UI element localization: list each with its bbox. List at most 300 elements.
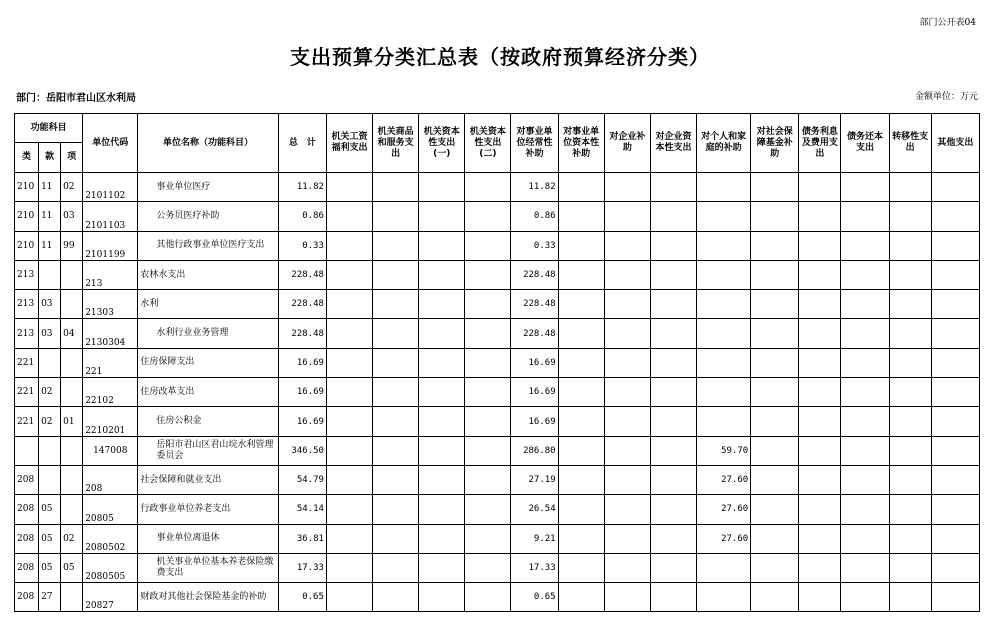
cell-total: 16.69 (278, 348, 326, 377)
cell-unit-name (138, 231, 278, 260)
cell-kuan: 05 (39, 495, 61, 524)
cell-lei: 208 (15, 495, 39, 524)
cell-amount: 228.48 (511, 290, 558, 319)
cell-amount (751, 553, 799, 582)
cell-amount (751, 378, 799, 407)
cell-unit-name: 农林水支出 (138, 260, 278, 289)
cell-amount (799, 407, 841, 436)
cell-amount (697, 553, 751, 582)
cell-lei: 213 (15, 319, 39, 348)
cell-unit-code: 2080505 (83, 553, 138, 582)
cell-amount (373, 465, 419, 494)
page-title: 支出预算分类汇总表（按政府预算经济分类） (290, 45, 710, 69)
cell-amount (889, 583, 931, 612)
cell-unit-code: 147008 (83, 436, 138, 465)
cell-total: 228.48 (278, 260, 326, 289)
table-row (15, 260, 980, 289)
cell-kuan (39, 260, 61, 289)
cell-unit-code: 2101199 (83, 231, 138, 260)
cell-unit-name-text: 岳阳市君山区君山垸水利管理委员会 (156, 439, 274, 461)
cell-amount: 9.21 (511, 524, 558, 553)
cell-amount (799, 495, 841, 524)
cell-kuan: 03 (39, 290, 61, 319)
cell-unit-name-text: 事业单位离退休 (156, 533, 220, 544)
table-row (15, 524, 980, 553)
cell-lei (15, 436, 39, 465)
cell-kuan: 02 (39, 378, 61, 407)
cell-amount (558, 202, 604, 231)
cell-amount (419, 202, 465, 231)
cell-amount (604, 378, 650, 407)
cell-kuan: 05 (39, 553, 61, 582)
cell-amount: 27.60 (697, 524, 751, 553)
header-col: 对事业单位资本性补助 (558, 114, 604, 173)
cell-amount (799, 173, 841, 202)
table-row (15, 553, 980, 582)
cell-amount (841, 495, 889, 524)
cell-amount (697, 231, 751, 260)
cell-xiang: 99 (61, 231, 83, 260)
cell-lei: 208 (15, 583, 39, 612)
cell-lei: 210 (15, 231, 39, 260)
cell-amount (841, 173, 889, 202)
cell-amount (465, 495, 511, 524)
cell-amount (751, 524, 799, 553)
cell-amount (465, 378, 511, 407)
cell-amount (931, 524, 979, 553)
header-func-group: 功能科目 (15, 114, 83, 143)
table-row (15, 202, 980, 231)
cell-amount (841, 290, 889, 319)
header-col: 转移性支出 (889, 114, 931, 173)
cell-unit-name: 社会保障和就业支出 (138, 465, 278, 494)
cell-amount (931, 290, 979, 319)
cell-amount (419, 290, 465, 319)
cell-amount (841, 319, 889, 348)
cell-amount (751, 583, 799, 612)
cell-unit-name (138, 553, 278, 582)
cell-amount (465, 202, 511, 231)
cell-amount (751, 465, 799, 494)
department-label: 部门：岳阳市君山区水利局 (16, 93, 136, 104)
cell-amount (604, 407, 650, 436)
cell-amount: 16.69 (511, 378, 558, 407)
cell-amount (931, 583, 979, 612)
cell-xiang (61, 260, 83, 289)
cell-total: 54.14 (278, 495, 326, 524)
cell-total: 54.79 (278, 465, 326, 494)
cell-amount: 17.33 (511, 553, 558, 582)
cell-amount (889, 260, 931, 289)
cell-amount: 27.60 (697, 495, 751, 524)
cell-amount (650, 407, 696, 436)
cell-amount (841, 436, 889, 465)
cell-amount (326, 290, 372, 319)
cell-amount (373, 348, 419, 377)
cell-amount (841, 202, 889, 231)
cell-unit-name-text: 水利行业业务管理 (156, 328, 229, 339)
cell-kuan: 03 (39, 319, 61, 348)
header-col: 机关工资福利支出 (326, 114, 372, 173)
table-row (15, 173, 980, 202)
budget-table (14, 113, 980, 612)
cell-amount: 0.33 (511, 231, 558, 260)
cell-amount (650, 260, 696, 289)
cell-amount (751, 231, 799, 260)
cell-amount (373, 319, 419, 348)
cell-xiang (61, 378, 83, 407)
cell-amount (604, 436, 650, 465)
cell-amount (558, 465, 604, 494)
cell-amount (419, 378, 465, 407)
cell-unit-name-text: 机关事业单位基本养老保险缴费支出 (156, 557, 274, 578)
cell-amount (558, 495, 604, 524)
cell-amount (889, 495, 931, 524)
cell-lei: 210 (15, 202, 39, 231)
cell-unit-code: 2101103 (83, 202, 138, 231)
cell-unit-name-text: 公务员医疗补助 (156, 210, 220, 221)
cell-lei: 221 (15, 407, 39, 436)
cell-amount (465, 553, 511, 582)
cell-amount (931, 407, 979, 436)
cell-unit-name: 行政事业单位养老支出 (138, 495, 278, 524)
cell-amount (326, 524, 372, 553)
header-col: 机关商品和服务支出 (373, 114, 419, 173)
cell-amount (751, 260, 799, 289)
cell-amount (799, 378, 841, 407)
cell-amount (558, 524, 604, 553)
cell-amount: 16.69 (511, 348, 558, 377)
cell-kuan: 05 (39, 524, 61, 553)
cell-amount: 59.70 (697, 436, 751, 465)
cell-amount (604, 495, 650, 524)
cell-xiang: 05 (61, 553, 83, 582)
cell-amount (604, 260, 650, 289)
cell-amount (889, 553, 931, 582)
cell-unit-name-text: 其他行政事业单位医疗支出 (156, 240, 265, 251)
cell-amount (326, 202, 372, 231)
cell-amount (697, 348, 751, 377)
cell-lei: 213 (15, 260, 39, 289)
cell-amount (799, 348, 841, 377)
cell-amount (751, 202, 799, 231)
cell-lei: 208 (15, 524, 39, 553)
cell-amount (465, 407, 511, 436)
cell-amount (419, 553, 465, 582)
cell-amount (465, 436, 511, 465)
header-total: 总 计 (278, 114, 326, 173)
cell-amount (799, 524, 841, 553)
cell-amount (465, 231, 511, 260)
cell-amount (650, 583, 696, 612)
cell-xiang (61, 348, 83, 377)
cell-amount (697, 319, 751, 348)
cell-amount (326, 348, 372, 377)
cell-amount (558, 378, 604, 407)
cell-unit-name: 水利 (138, 290, 278, 319)
table-row (15, 465, 980, 494)
cell-amount (889, 290, 931, 319)
cell-unit-name (138, 202, 278, 231)
table-row (15, 436, 980, 465)
form-number: 部门公开表04 (919, 18, 976, 28)
cell-unit-code: 2210201 (83, 407, 138, 436)
cell-kuan (39, 436, 61, 465)
cell-amount (931, 231, 979, 260)
cell-amount (889, 465, 931, 494)
cell-amount (751, 495, 799, 524)
cell-amount (931, 465, 979, 494)
cell-unit-name: 财政对其他社会保险基金的补助 (138, 583, 278, 612)
cell-amount (931, 319, 979, 348)
cell-amount (326, 231, 372, 260)
cell-total: 0.86 (278, 202, 326, 231)
cell-lei: 221 (15, 378, 39, 407)
cell-amount (465, 583, 511, 612)
cell-amount (697, 202, 751, 231)
cell-amount (650, 378, 696, 407)
cell-amount (889, 348, 931, 377)
cell-amount (650, 202, 696, 231)
cell-amount (931, 348, 979, 377)
table-body (15, 173, 980, 612)
cell-unit-code: 21303 (83, 290, 138, 319)
cell-unit-code: 20827 (83, 583, 138, 612)
cell-amount (841, 348, 889, 377)
cell-amount (697, 173, 751, 202)
cell-amount (841, 378, 889, 407)
table-row (15, 378, 980, 407)
cell-amount (604, 348, 650, 377)
cell-xiang (61, 583, 83, 612)
cell-amount (841, 524, 889, 553)
cell-amount (373, 202, 419, 231)
header-xiang: 项 (61, 143, 83, 173)
cell-amount (326, 495, 372, 524)
cell-xiang (61, 290, 83, 319)
cell-amount (751, 348, 799, 377)
cell-amount (558, 407, 604, 436)
cell-unit-name-text: 事业单位医疗 (156, 181, 211, 192)
cell-amount (326, 260, 372, 289)
cell-amount (650, 524, 696, 553)
cell-amount (326, 465, 372, 494)
table-row (15, 348, 980, 377)
cell-amount (419, 319, 465, 348)
cell-total: 16.69 (278, 407, 326, 436)
cell-amount: 27.19 (511, 465, 558, 494)
cell-amount (373, 407, 419, 436)
cell-amount (889, 319, 931, 348)
cell-amount (931, 553, 979, 582)
cell-amount (326, 319, 372, 348)
cell-total: 0.33 (278, 231, 326, 260)
cell-amount (326, 378, 372, 407)
cell-amount (841, 231, 889, 260)
cell-amount (751, 173, 799, 202)
cell-amount (799, 436, 841, 465)
cell-amount (419, 231, 465, 260)
cell-amount (931, 173, 979, 202)
cell-amount (799, 319, 841, 348)
cell-kuan (39, 465, 61, 494)
cell-total: 228.48 (278, 290, 326, 319)
cell-kuan (39, 348, 61, 377)
cell-amount (419, 407, 465, 436)
cell-amount: 27.60 (697, 465, 751, 494)
cell-unit-code: 2101102 (83, 173, 138, 202)
header-unit-code: 单位代码 (83, 114, 138, 173)
cell-amount (373, 583, 419, 612)
cell-amount (841, 553, 889, 582)
cell-amount (419, 524, 465, 553)
header-col: 债务还本支出 (841, 114, 889, 173)
cell-kuan: 27 (39, 583, 61, 612)
cell-unit-name: 住房改革支出 (138, 378, 278, 407)
cell-amount (465, 260, 511, 289)
cell-amount (604, 465, 650, 494)
cell-unit-code: 213 (83, 260, 138, 289)
cell-xiang: 04 (61, 319, 83, 348)
cell-amount: 26.54 (511, 495, 558, 524)
cell-amount (931, 436, 979, 465)
cell-xiang: 02 (61, 173, 83, 202)
cell-amount (650, 348, 696, 377)
cell-amount (889, 407, 931, 436)
cell-amount (558, 231, 604, 260)
cell-amount (419, 583, 465, 612)
cell-unit-code: 20805 (83, 495, 138, 524)
cell-amount (465, 348, 511, 377)
cell-total: 36.81 (278, 524, 326, 553)
cell-amount (799, 465, 841, 494)
cell-amount (889, 202, 931, 231)
cell-amount (326, 173, 372, 202)
cell-amount: 228.48 (511, 319, 558, 348)
cell-amount (558, 260, 604, 289)
header-kuan: 款 (39, 143, 61, 173)
cell-amount (889, 524, 931, 553)
cell-total: 16.69 (278, 378, 326, 407)
cell-amount (373, 173, 419, 202)
cell-amount: 11.82 (511, 173, 558, 202)
cell-amount (650, 173, 696, 202)
cell-amount (889, 231, 931, 260)
cell-amount (751, 407, 799, 436)
cell-amount (799, 231, 841, 260)
cell-amount (697, 290, 751, 319)
cell-amount (465, 173, 511, 202)
cell-kuan: 11 (39, 231, 61, 260)
cell-xiang (61, 436, 83, 465)
cell-amount (931, 202, 979, 231)
cell-unit-code: 2080502 (83, 524, 138, 553)
cell-unit-code: 208 (83, 465, 138, 494)
cell-total: 17.33 (278, 553, 326, 582)
cell-amount (799, 583, 841, 612)
cell-amount: 228.48 (511, 260, 558, 289)
header-col: 对企业补助 (604, 114, 650, 173)
table-row (15, 495, 980, 524)
cell-amount (751, 319, 799, 348)
cell-amount (931, 495, 979, 524)
cell-total: 11.82 (278, 173, 326, 202)
cell-amount (650, 319, 696, 348)
cell-amount (751, 436, 799, 465)
cell-unit-code: 221 (83, 348, 138, 377)
table-row (15, 231, 980, 260)
header-col: 对企业资本性支出 (650, 114, 696, 173)
cell-lei: 221 (15, 348, 39, 377)
cell-kuan: 02 (39, 407, 61, 436)
cell-amount (841, 407, 889, 436)
table-row (15, 319, 980, 348)
cell-amount (604, 553, 650, 582)
cell-amount (373, 524, 419, 553)
table-row (15, 583, 980, 612)
cell-lei: 213 (15, 290, 39, 319)
cell-kuan: 11 (39, 173, 61, 202)
cell-amount (558, 583, 604, 612)
cell-unit-name (138, 436, 278, 465)
cell-amount (841, 583, 889, 612)
cell-amount (889, 436, 931, 465)
cell-amount (604, 290, 650, 319)
header-col: 机关资本性支出(二) (465, 114, 511, 173)
cell-amount (697, 260, 751, 289)
cell-amount (604, 231, 650, 260)
cell-lei: 210 (15, 173, 39, 202)
cell-amount (604, 319, 650, 348)
amount-unit-label: 金额单位：万元 (914, 92, 978, 102)
table-row (15, 290, 980, 319)
cell-xiang (61, 495, 83, 524)
cell-kuan: 11 (39, 202, 61, 231)
cell-amount (326, 553, 372, 582)
cell-xiang: 01 (61, 407, 83, 436)
cell-amount: 0.86 (511, 202, 558, 231)
cell-amount (419, 495, 465, 524)
cell-total: 228.48 (278, 319, 326, 348)
cell-amount (373, 260, 419, 289)
cell-amount (841, 260, 889, 289)
cell-amount (326, 583, 372, 612)
cell-xiang: 03 (61, 202, 83, 231)
cell-unit-name (138, 173, 278, 202)
cell-amount (558, 436, 604, 465)
cell-amount (465, 319, 511, 348)
cell-amount (751, 290, 799, 319)
cell-amount (931, 378, 979, 407)
header-col: 对社会保障基金补助 (751, 114, 799, 173)
cell-amount (650, 465, 696, 494)
cell-lei: 208 (15, 465, 39, 494)
cell-amount (373, 290, 419, 319)
cell-unit-name (138, 319, 278, 348)
cell-amount (558, 173, 604, 202)
cell-amount (419, 173, 465, 202)
header-col: 其他支出 (931, 114, 979, 173)
header-lei: 类 (15, 143, 39, 173)
cell-unit-name (138, 524, 278, 553)
cell-amount (650, 290, 696, 319)
cell-unit-code: 2130304 (83, 319, 138, 348)
cell-amount (604, 583, 650, 612)
header-col: 对事业单位经常性补助 (511, 114, 558, 173)
cell-amount (650, 553, 696, 582)
cell-amount: 286.80 (511, 436, 558, 465)
cell-amount (697, 407, 751, 436)
